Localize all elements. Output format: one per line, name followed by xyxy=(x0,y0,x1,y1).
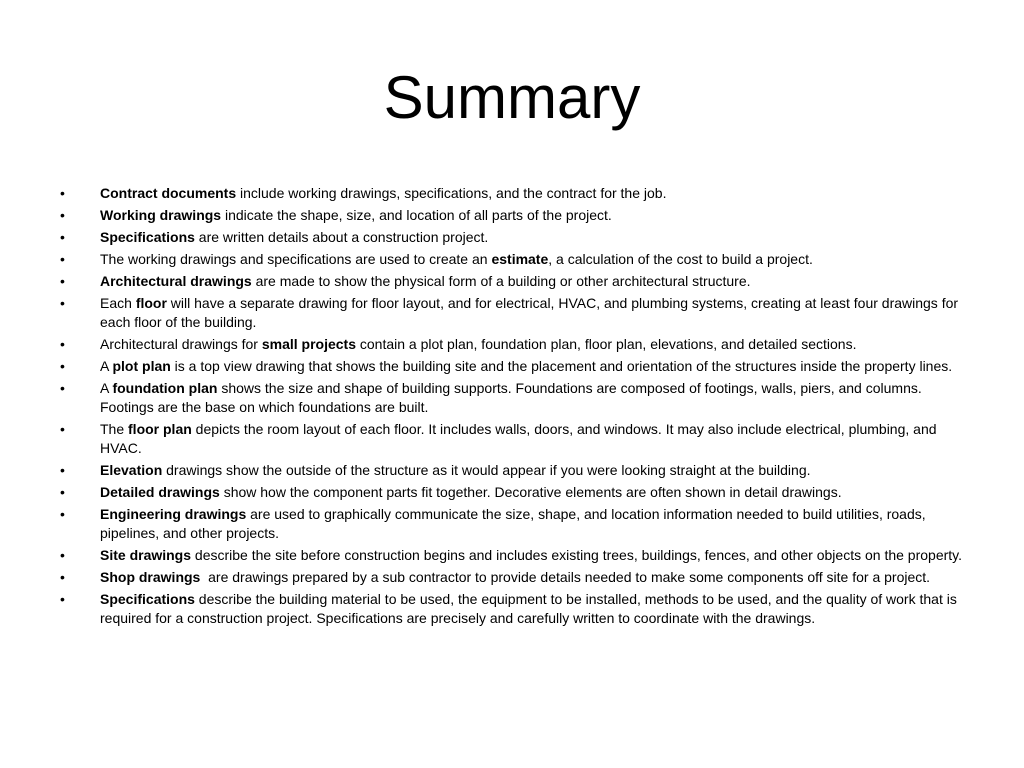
bullet-text: A xyxy=(100,358,113,374)
bullet-item xyxy=(0,357,1024,376)
bullet-term: Specifications xyxy=(100,591,195,607)
bullet-marker: • xyxy=(60,207,65,223)
bullet-text: The working drawings and specifications are used to create an xyxy=(100,251,492,267)
bullet-term: floor xyxy=(135,295,167,311)
bullet-term: plot plan xyxy=(112,358,171,374)
bullet-text: drawings show the outside of the structure as it would appear if you were looking straight at the building. xyxy=(162,462,811,478)
summary-bullet-list xyxy=(0,184,1024,631)
bullet-text: Architectural drawings for xyxy=(100,336,262,352)
bullet-term: Site drawings xyxy=(100,547,192,563)
bullet-item xyxy=(0,546,1024,565)
bullet-item xyxy=(0,590,1024,628)
bullet-term: Shop drawings xyxy=(100,569,201,585)
bullet-term: Engineering drawings xyxy=(100,506,247,522)
bullet-item xyxy=(0,505,1024,543)
bullet-marker: • xyxy=(60,336,65,352)
bullet-term: Specifications xyxy=(100,229,195,245)
bullet-item xyxy=(0,250,1024,269)
bullet-marker: • xyxy=(60,273,65,289)
bullet-item xyxy=(0,420,1024,458)
bullet-marker: • xyxy=(60,358,65,374)
bullet-item xyxy=(0,184,1024,203)
bullet-marker: • xyxy=(60,229,65,245)
bullet-term: floor plan xyxy=(128,421,192,437)
bullet-text: , a calculation of the cost to build a project. xyxy=(548,251,813,267)
bullet-item xyxy=(0,568,1024,587)
bullet-marker: • xyxy=(60,185,65,201)
bullet-text: A xyxy=(100,380,113,396)
bullet-item xyxy=(0,206,1024,225)
bullet-text: include working drawings, specifications, and the contract for the job. xyxy=(236,185,667,201)
bullet-marker: • xyxy=(60,462,65,478)
bullet-term: foundation plan xyxy=(112,380,218,396)
bullet-marker: • xyxy=(60,569,65,585)
bullet-text: contain a plot plan, foundation plan, floor plan, elevations, and detailed sections. xyxy=(356,336,857,352)
bullet-term: Detailed drawings xyxy=(100,484,220,500)
bullet-item xyxy=(0,272,1024,291)
bullet-text: are drawings prepared by a sub contractor to provide details needed to make some components off site for a project. xyxy=(200,569,931,585)
slide-title: Summary xyxy=(383,64,641,131)
bullet-text: will have a separate drawing for floor layout, and for electrical, HVAC, and plumbing systems, creating at least four drawings for each floor of the building. xyxy=(100,295,962,330)
bullet-term: Elevation xyxy=(100,462,163,478)
bullet-marker: • xyxy=(60,380,65,396)
bullet-text: is a top view drawing that shows the building site and the placement and orientation of the structures inside the property lines. xyxy=(170,358,953,374)
bullet-marker: • xyxy=(60,484,65,500)
bullet-text: are used to graphically communicate the size, shape, and location information needed to build utilities, roads, pipelines, and other projects. xyxy=(100,506,930,541)
bullet-item xyxy=(0,228,1024,247)
bullet-term: small projects xyxy=(261,336,356,352)
bullet-text: indicate the shape, size, and location of all parts of the project. xyxy=(221,207,612,223)
bullet-text: shows the size and shape of building supports. Foundations are composed of footings, walls, piers, and columns. Footings are the base on which foundations are built. xyxy=(100,380,926,415)
bullet-term: Working drawings xyxy=(100,207,222,223)
bullet-text: The xyxy=(100,421,129,437)
bullet-term: Architectural drawings xyxy=(100,273,252,289)
bullet-text: Each xyxy=(100,295,136,311)
bullet-marker: • xyxy=(60,506,65,522)
bullet-item xyxy=(0,379,1024,417)
bullet-marker: • xyxy=(60,295,65,311)
bullet-term: Contract documents xyxy=(100,185,237,201)
bullet-text: show how the component parts fit together. Decorative elements are often shown in detail drawings. xyxy=(219,484,842,500)
bullet-item xyxy=(0,294,1024,332)
bullet-marker: • xyxy=(60,251,65,267)
bullet-marker: • xyxy=(60,421,65,437)
bullet-text: are written details about a construction project. xyxy=(194,229,489,245)
bullet-item xyxy=(0,461,1024,480)
bullet-term: estimate xyxy=(491,251,549,267)
bullet-text: describe the building material to be used, the equipment to be installed, methods to be used, and the quality of work that is required for a construction project. Specifications are precisely and carefully written to coordinate with the drawings. xyxy=(100,591,961,626)
bullet-marker: • xyxy=(60,547,65,563)
bullet-text: depicts the room layout of each floor. It includes walls, doors, and windows. It may also include electrical, plumbing, and HVAC. xyxy=(100,421,941,456)
bullet-marker: • xyxy=(60,591,65,607)
bullet-item xyxy=(0,335,1024,354)
bullet-item xyxy=(0,483,1024,502)
bullet-text: describe the site before construction begins and includes existing trees, buildings, fences, and other objects on the property. xyxy=(191,547,963,563)
bullet-text: are made to show the physical form of a building or other architectural structure. xyxy=(251,273,751,289)
